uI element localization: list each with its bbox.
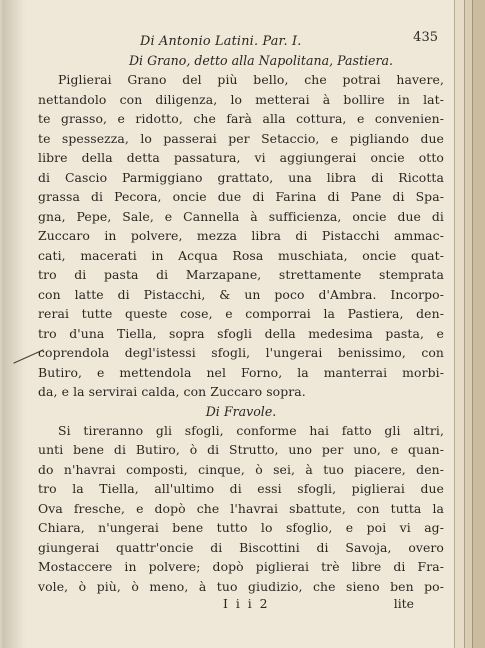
recipe-body [38, 70, 444, 402]
page-edge [472, 0, 485, 648]
text-line: Piglierai Grano del più bello, che potrai havere, [58, 72, 444, 87]
text-line: unti bene di Butiro, ò di Strutto, uno per uno, e quan- [38, 442, 444, 457]
text-line: nettandolo con diligenza, lo metterai à bollire in lat- [38, 91, 444, 107]
text-line: gna, Pepe, Sale, e Cannella à sufficienza, oncie due di [38, 208, 444, 224]
text-line: Zuccaro in polvere, mezza libra di Pistacchi ammac- [38, 228, 444, 243]
text-line: tro di pasta di Marzapane, strettamente stemprata [38, 267, 444, 282]
text-line: di Cascio Parmiggiano grattato, una libra di Ricotta [38, 169, 444, 185]
text-line: tro la Tiella, all'ultimo di essi sfogli, piglierai due [38, 481, 444, 496]
text-line: te spessezza, lo passerai per Setaccio, e pigliando due [38, 130, 444, 146]
text-line: Chiara, n'ungerai bene tutto lo sfoglio, e poi vi ag- [38, 520, 444, 535]
page-header [38, 30, 444, 51]
text-line: Ova fresche, e dopò che l'havrai sbattute, con tutta la [38, 500, 444, 516]
text-line: giungerai quattr'oncie di Biscottini di Savoja, overo [38, 539, 444, 555]
catchword: lite [393, 596, 414, 611]
running-head: Di Antonio Latini. Par. I. [140, 34, 302, 49]
text-line: libre della detta passatura, vi aggiungerai oncie otto [38, 150, 444, 165]
text-line: grassa di Pecora, oncie due di Farina di Pane di Spa- [38, 189, 444, 204]
text-line: da, e la servirai calda, con Zuccaro sopra. [38, 384, 306, 399]
text-line: tro d'una Tiella, sopra sfogli della medesima pasta, e [38, 325, 444, 341]
page-footer [38, 596, 444, 616]
text-line: vole, ò più, ò meno, à tuo giudizio, che sieno ben po- [38, 578, 444, 594]
text-line: rerai tutte queste cose, e comporrai la Pastiera, den- [38, 306, 444, 321]
recipe-title: Di Grano, detto alla Napolitana, Pastiera. [128, 53, 394, 68]
text-line: Mostaccere in polvere; dopò piglierai trè libre di Fra- [38, 559, 444, 574]
text-line: Butiro, e mettendola nel Forno, la manterrai morbi- [38, 364, 444, 380]
recipe-body [38, 421, 444, 597]
page-text [38, 30, 444, 616]
page-number: 435 [413, 30, 438, 45]
text-line: te grasso, e ridotto, che farà alla cottura, e convenien- [38, 111, 444, 126]
gutter-shadow [2, 0, 26, 648]
text-line: coprendola degl'istessi sfogli, l'ungerai benissimo, con [38, 345, 444, 360]
text-line: do n'havrai composti, cinque, ò sei, à tuo piacere, den- [38, 461, 444, 477]
recipe-title: Di Fravole. [205, 403, 277, 419]
signature-mark: I i i 2 [223, 596, 270, 611]
text-line: con latte di Pistacchi, & un poco d'Ambra. Incorpo- [38, 286, 444, 302]
text-line: cati, macerati in Acqua Rosa muschiata, oncie quat- [38, 247, 444, 263]
text-line: Si tireranno gli sfogli, conforme hai fatto gli altri, [58, 422, 444, 438]
